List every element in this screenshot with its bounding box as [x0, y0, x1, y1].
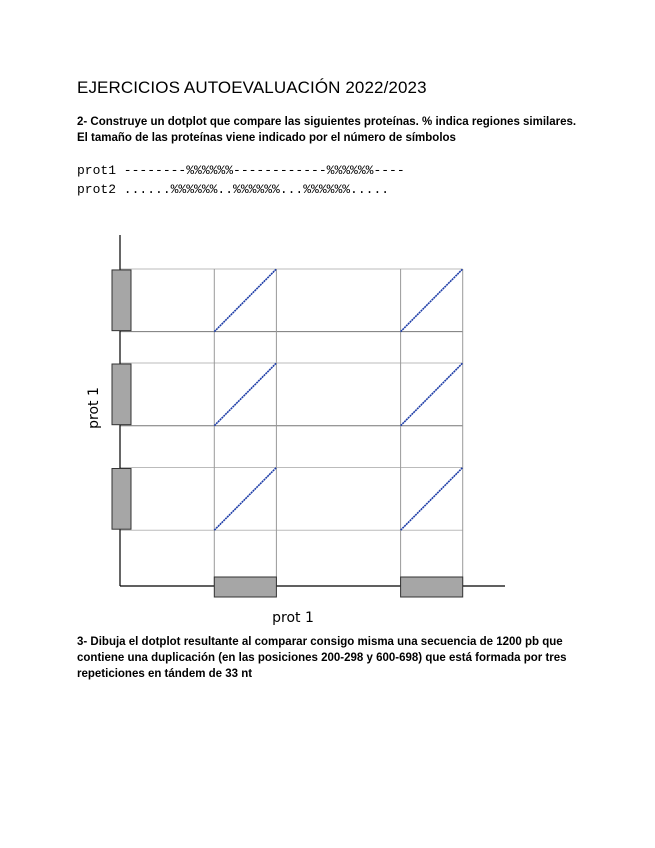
plot-boxes — [112, 270, 463, 597]
y-axis-label: prot 1 — [86, 387, 102, 429]
question-3-text: 3- Dibuja el dotplot resultante al comparar consigo misma una secuencia de 1200 pb que contiene una duplicación (en las posiciones 200-298 y 600-698) que está formada por tres repeticiones en tándem de 33 nt — [77, 636, 567, 680]
dotplot-diagonal-1-3 — [214, 468, 276, 531]
x-segment-box-2 — [401, 577, 463, 597]
sequence-prot2: prot2 ......%%%%%%..%%%%%%...%%%%%%..... — [77, 182, 390, 197]
page-title: EJERCICIOS AUTOEVALUACIÓN 2022/2023 — [77, 78, 427, 97]
x-axis-label: prot 1 — [272, 610, 314, 626]
plot-diagonals — [214, 269, 462, 530]
sequence-prot1: prot1 --------%%%%%%------------%%%%%%---- — [77, 163, 405, 178]
dotplot-diagonal-2-3 — [401, 468, 463, 531]
plot-axes — [120, 235, 505, 586]
dotplot-diagonal-1-1 — [214, 269, 276, 332]
dotplot-diagonal-1-2 — [214, 363, 276, 426]
x-segment-box-1 — [214, 577, 276, 597]
y-segment-box-3 — [112, 469, 131, 530]
dotplot-diagonal-2-1 — [401, 269, 463, 332]
y-segment-box-1 — [112, 270, 131, 331]
dotplot-diagonal-2-2 — [401, 363, 463, 426]
y-segment-box-2 — [112, 364, 131, 425]
question-2-text: 2- Construye un dotplot que compare las siguientes proteínas. % indica regiones similares. El tamaño de las proteínas viene indicado por el número de símbolos — [77, 116, 577, 144]
plot-grid — [120, 269, 463, 586]
